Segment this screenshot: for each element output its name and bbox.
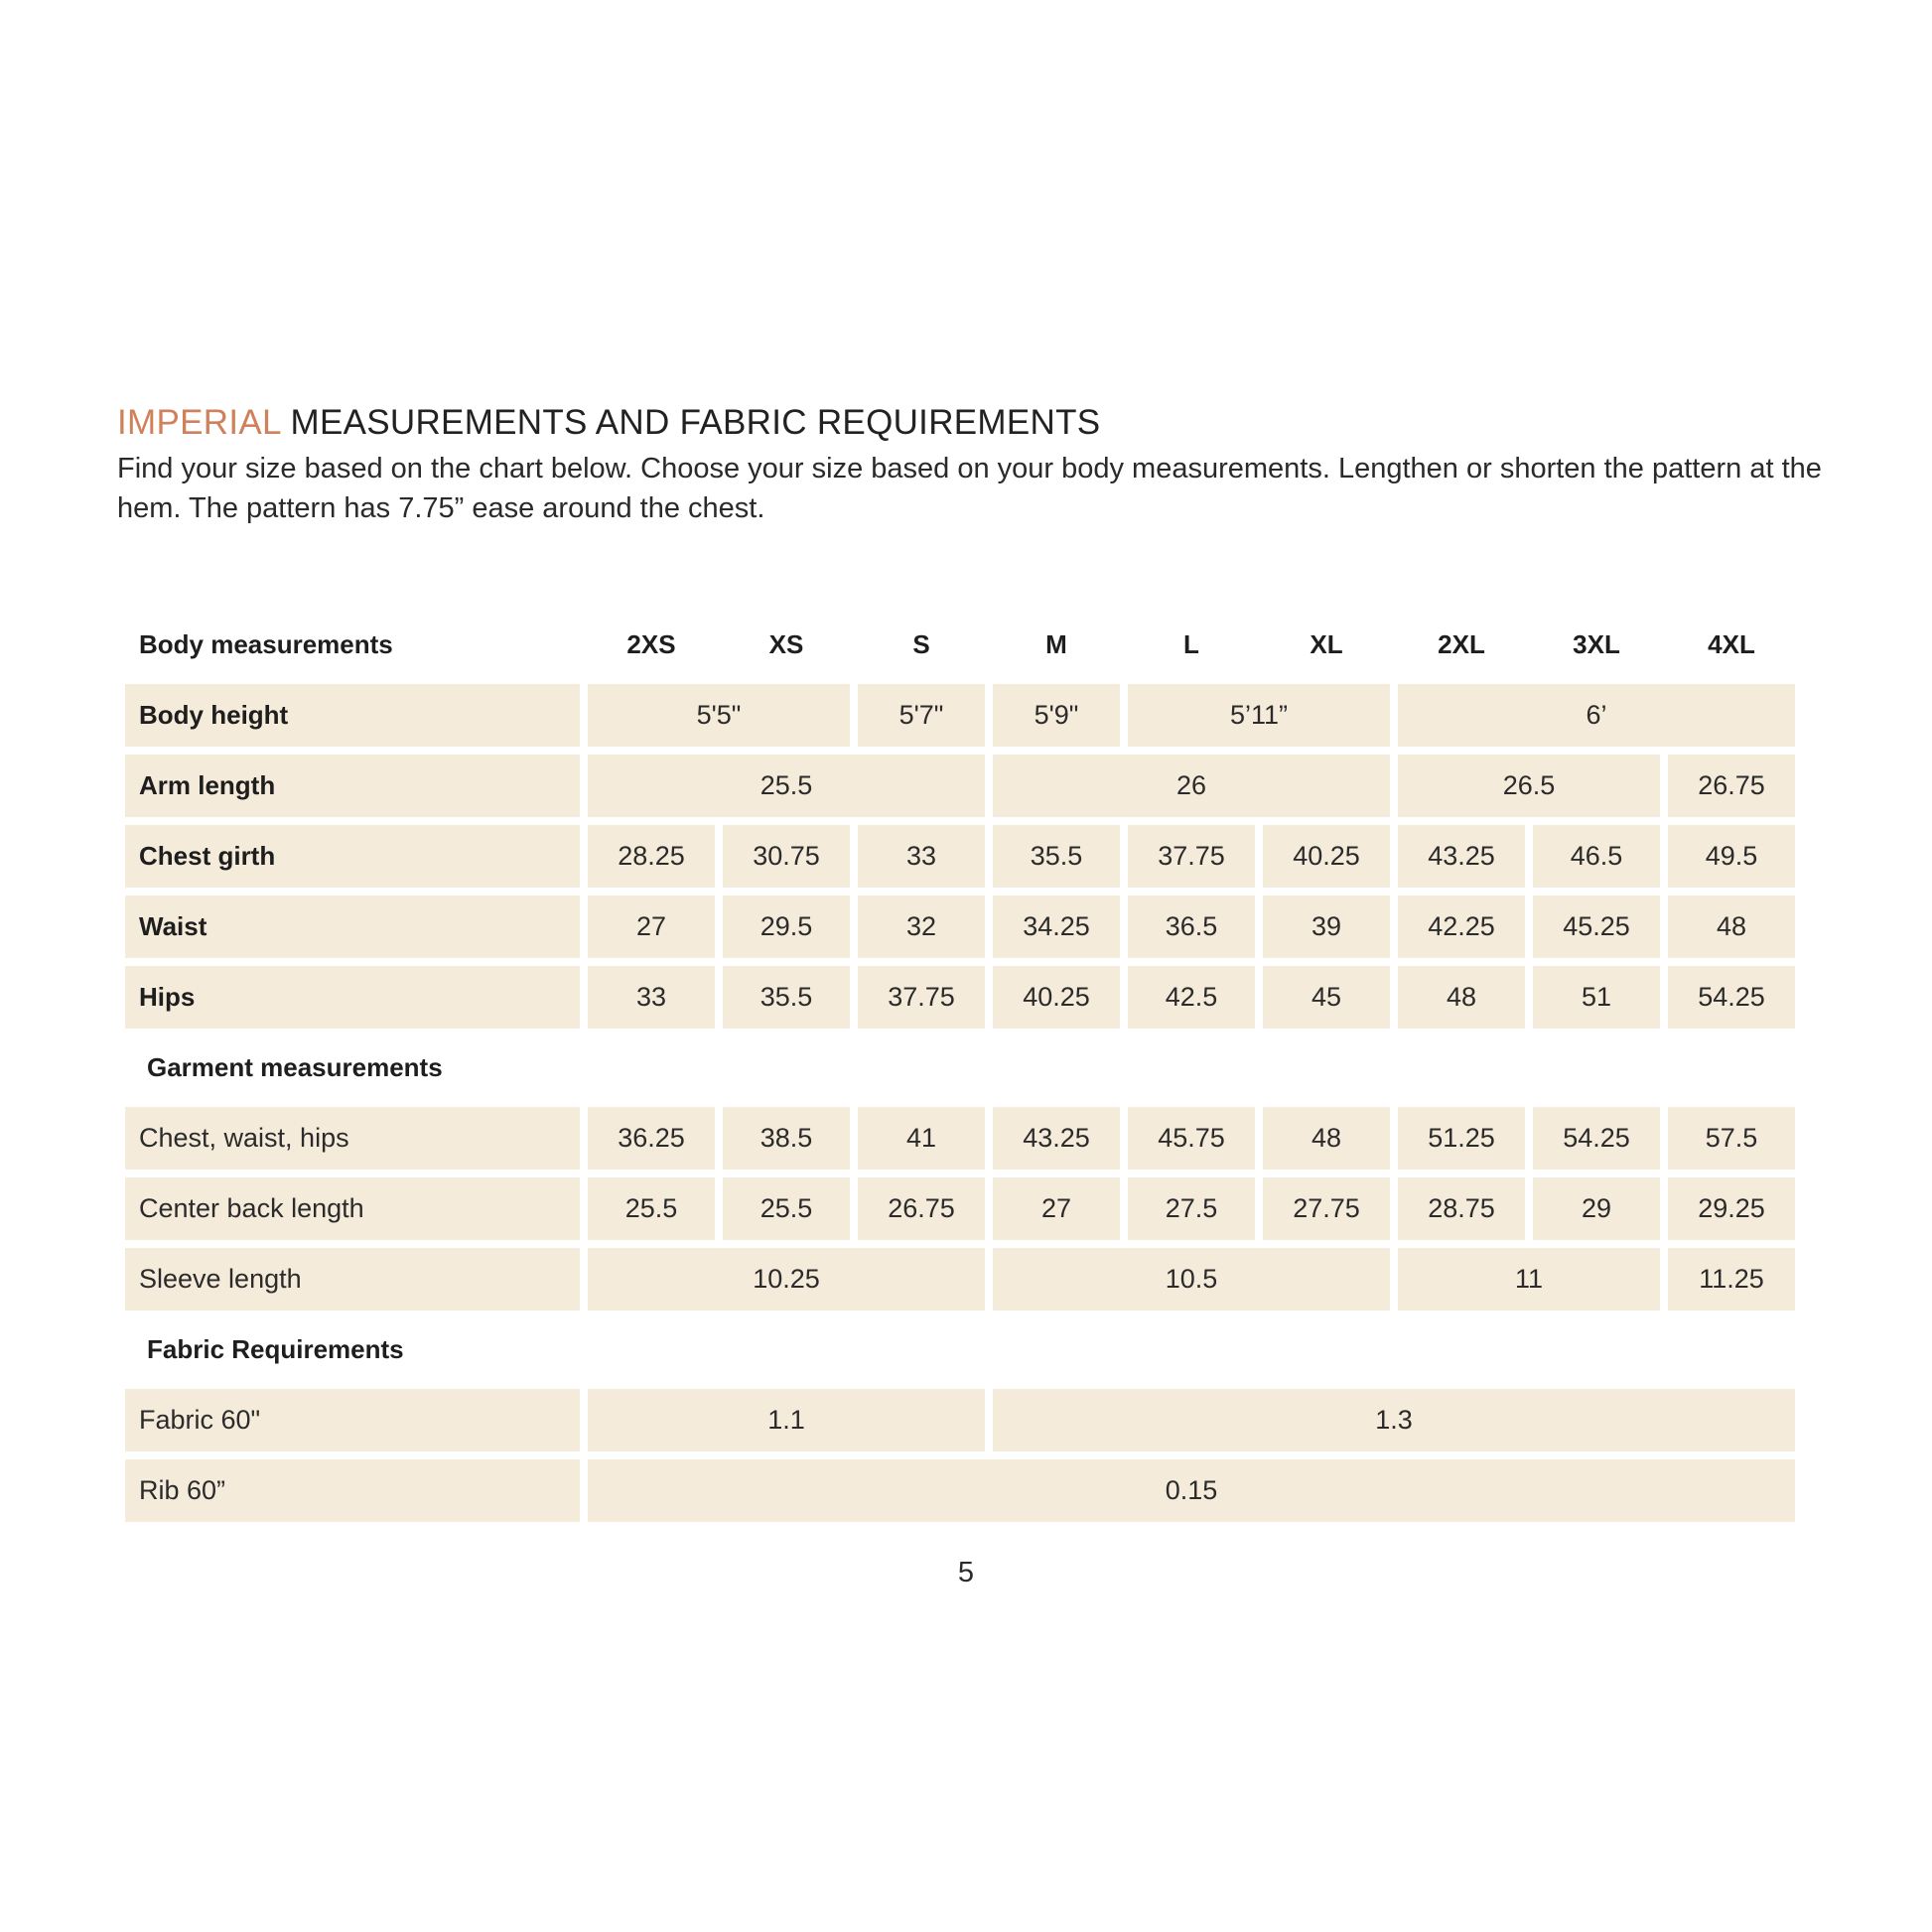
row-label-body-height: Body height bbox=[125, 684, 580, 747]
value-cell: 5'9" bbox=[993, 684, 1120, 747]
value-cell: 37.75 bbox=[858, 966, 985, 1029]
page-number: 5 bbox=[957, 1557, 975, 1588]
value-cell: 43.25 bbox=[1398, 825, 1525, 888]
value-cell: 28.75 bbox=[1398, 1177, 1525, 1240]
size-header-2xs: 2XS bbox=[626, 629, 676, 659]
value-cell: 51 bbox=[1533, 966, 1660, 1029]
value-cell: 27 bbox=[588, 896, 715, 958]
value-cell: 25.5 bbox=[588, 755, 985, 817]
value-cell: 5’11” bbox=[1128, 684, 1390, 747]
value-cell: 5'5" bbox=[588, 684, 850, 747]
value-cell: 27 bbox=[993, 1177, 1120, 1240]
value-cell: 27.75 bbox=[1263, 1177, 1390, 1240]
header-label: Body measurements bbox=[139, 629, 393, 659]
value-cell: 37.75 bbox=[1128, 825, 1255, 888]
row-label-hips: Hips bbox=[125, 966, 580, 1029]
value-cell: 38.5 bbox=[723, 1107, 850, 1170]
row-label-chest-girth: Chest girth bbox=[125, 825, 580, 888]
value-cell: 35.5 bbox=[723, 966, 850, 1029]
value-cell: 46.5 bbox=[1533, 825, 1660, 888]
value-cell: 54.25 bbox=[1533, 1107, 1660, 1170]
title-accent: IMPERIAL bbox=[117, 403, 281, 442]
size-header-s: S bbox=[912, 629, 930, 659]
value-cell: 48 bbox=[1398, 966, 1525, 1029]
size-header-xl: XL bbox=[1310, 629, 1343, 659]
size-header-2xl: 2XL bbox=[1438, 629, 1485, 659]
row-label-fabric-60: Fabric 60" bbox=[125, 1389, 580, 1451]
value-cell: 33 bbox=[588, 966, 715, 1029]
value-cell: 11.25 bbox=[1668, 1248, 1795, 1311]
value-cell: 29 bbox=[1533, 1177, 1660, 1240]
value-cell: 48 bbox=[1668, 896, 1795, 958]
value-cell: 48 bbox=[1263, 1107, 1390, 1170]
value-cell: 36.25 bbox=[588, 1107, 715, 1170]
row-label-sleeve-length: Sleeve length bbox=[125, 1248, 580, 1311]
row-label-waist: Waist bbox=[125, 896, 580, 958]
size-header-m: M bbox=[1045, 629, 1067, 659]
value-cell: 26 bbox=[993, 755, 1390, 817]
value-cell: 42.25 bbox=[1398, 896, 1525, 958]
value-cell: 11 bbox=[1398, 1248, 1660, 1311]
value-cell: 30.75 bbox=[723, 825, 850, 888]
size-header-4xl: 4XL bbox=[1708, 629, 1755, 659]
row-label-chest-waist-hips: Chest, waist, hips bbox=[125, 1107, 580, 1170]
value-cell: 26.75 bbox=[858, 1177, 985, 1240]
size-chart-table bbox=[125, 614, 1795, 1522]
value-cell: 45.25 bbox=[1533, 896, 1660, 958]
value-cell: 42.5 bbox=[1128, 966, 1255, 1029]
intro-text: Find your size based on the chart below. Choose your size based on your body measurements. Lengthen or shorten the pattern at the hem. The pattern has 7.75” ease around the chest. bbox=[117, 453, 1822, 524]
value-cell: 54.25 bbox=[1668, 966, 1795, 1029]
value-cell: 40.25 bbox=[993, 966, 1120, 1029]
value-cell: 34.25 bbox=[993, 896, 1120, 958]
value-cell: 1.3 bbox=[993, 1389, 1795, 1451]
value-cell: 33 bbox=[858, 825, 985, 888]
value-cell: 25.5 bbox=[723, 1177, 850, 1240]
value-cell: 49.5 bbox=[1668, 825, 1795, 888]
value-cell: 41 bbox=[858, 1107, 985, 1170]
row-label-rib-60: Rib 60” bbox=[125, 1459, 580, 1522]
value-cell: 27.5 bbox=[1128, 1177, 1255, 1240]
section-fabric-requirements: Fabric Requirements bbox=[147, 1334, 404, 1364]
value-cell: 5'7" bbox=[858, 684, 985, 747]
value-cell: 10.5 bbox=[993, 1248, 1390, 1311]
value-cell: 28.25 bbox=[588, 825, 715, 888]
title-rest: MEASUREMENTS AND FABRIC REQUIREMENTS bbox=[280, 403, 1101, 442]
value-cell: 43.25 bbox=[993, 1107, 1120, 1170]
value-cell: 40.25 bbox=[1263, 825, 1390, 888]
row-label-center-back-length: Center back length bbox=[125, 1177, 580, 1240]
value-cell: 6’ bbox=[1398, 684, 1795, 747]
value-cell: 25.5 bbox=[588, 1177, 715, 1240]
value-cell: 10.25 bbox=[588, 1248, 985, 1311]
value-cell: 0.15 bbox=[588, 1459, 1795, 1522]
row-label-arm-length: Arm length bbox=[125, 755, 580, 817]
value-cell: 45 bbox=[1263, 966, 1390, 1029]
value-cell: 29.25 bbox=[1668, 1177, 1795, 1240]
section-garment-measurements: Garment measurements bbox=[147, 1052, 443, 1082]
value-cell: 32 bbox=[858, 896, 985, 958]
value-cell: 26.5 bbox=[1398, 755, 1660, 817]
value-cell: 51.25 bbox=[1398, 1107, 1525, 1170]
value-cell: 57.5 bbox=[1668, 1107, 1795, 1170]
value-cell: 35.5 bbox=[993, 825, 1120, 888]
size-header-3xl: 3XL bbox=[1573, 629, 1620, 659]
value-cell: 39 bbox=[1263, 896, 1390, 958]
value-cell: 29.5 bbox=[723, 896, 850, 958]
value-cell: 45.75 bbox=[1128, 1107, 1255, 1170]
size-header-xs: XS bbox=[768, 629, 804, 659]
page-title bbox=[117, 402, 1100, 444]
value-cell: 26.75 bbox=[1668, 755, 1795, 817]
value-cell: 1.1 bbox=[588, 1389, 985, 1451]
size-header-l: L bbox=[1183, 629, 1199, 659]
value-cell: 36.5 bbox=[1128, 896, 1255, 958]
